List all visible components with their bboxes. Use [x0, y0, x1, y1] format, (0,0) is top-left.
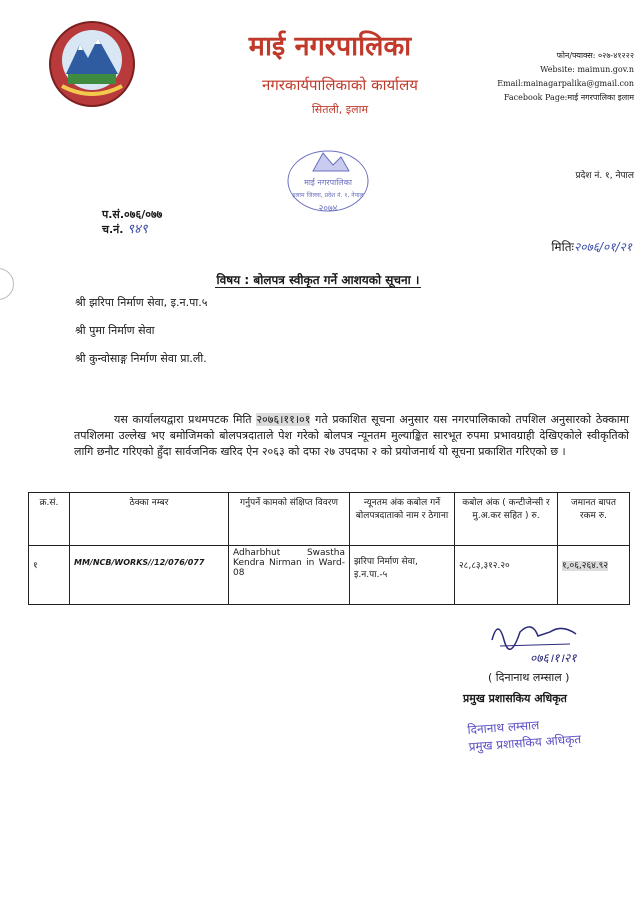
chalani-handwritten-number: ९४९	[127, 222, 148, 237]
col-contract-no: ठेक्का नम्बर	[70, 493, 229, 546]
cell-contract-no: MM/NCB/WORKS//12/076/077	[70, 546, 229, 605]
email-line: Email:mainagarpalika@gmail.con	[497, 79, 634, 88]
notice-body	[74, 412, 629, 460]
body-part2: गते प्रकाशित सूचना अनुसार यस नगरपालिकाको तपशिल अनुसारको ठेक्कामा तपशिलमा उल्लेख भए बमोजिमको बोलपत्रदाताले पेश गरेको बोलपत्र न्यूनतम मुल्याङ्कित सारभूत रुपमा प्रभावग्राही देखिएकोले स्वीकृतिको लागि छनौट गरिएको हुँदा सार्वजनिक खरिद ऐन २०६३ को दफा २७ उपदफा २ को प्रयोजनार्थ यो सूचना प्रकाशित गरिएको छ ।	[74, 413, 630, 458]
office-seal-stamp	[283, 145, 373, 219]
stamp-designation: प्रमुख प्रशासकिय अधिकृत	[468, 732, 582, 754]
phone-line: फोन/फ्याक्स: ०२७-४१२२२	[556, 51, 634, 60]
cell-work: Adharbhut Swastha Kendra Nirman in Ward-08	[229, 546, 350, 605]
handwritten-signature	[480, 610, 620, 672]
office-subtitle: नगरकार्यपालिकाको कार्यालय	[262, 76, 418, 94]
svg-text:इलाम जिल्ला, प्रदेश नं. १, नेप: इलाम जिल्ला, प्रदेश नं. १, नेपाल	[292, 192, 364, 199]
body-part1: यस कार्यालयद्वारा प्रथमपटक मिति	[114, 413, 257, 426]
province-text: प्रदेश नं. १, नेपाल	[575, 171, 634, 181]
addressee-1: श्री झरिपा निर्माण सेवा, इ.न.पा.५	[75, 296, 208, 309]
addressee-2: श्री पुमा निर्माण सेवा	[75, 324, 155, 337]
col-security: जमानत बापत रकम रु.	[558, 493, 630, 546]
cell-security	[558, 546, 630, 605]
contact-block	[497, 49, 634, 105]
letter-date	[551, 238, 632, 255]
addressee-3: श्री कुन्वोसाङ्ग निर्माण सेवा प्रा.ली.	[75, 352, 207, 365]
signatory-designation: प्रमुख प्रशासकिय अधिकृत	[463, 692, 567, 705]
col-bid-amount: कबोल अंक ( कन्टीजेन्सी र मु.अ.कर सहित ) रु.	[455, 493, 558, 546]
body-date: २०७६।११।०१	[256, 413, 311, 426]
svg-text:माई नगरपालिका: माई नगरपालिका	[304, 178, 352, 187]
col-serial: क्र.सं.	[29, 493, 70, 546]
subject-line	[0, 271, 636, 288]
col-work-description: गर्नुपर्ने कामको संक्षिप्त विवरण	[229, 493, 350, 546]
name-stamp	[467, 714, 582, 756]
cell-amount: २८,८३,३१२.२०	[455, 546, 558, 605]
table-row	[29, 546, 630, 605]
security-amount: १,०६,२६४.९२	[562, 561, 609, 571]
subject-text: विषय : बोलपत्र स्वीकृत गर्ने आशयको सूचना ।	[216, 273, 420, 287]
date-label: मितिः	[551, 240, 574, 254]
stamp-name: दिनानाथ लम्साल	[467, 717, 540, 737]
cell-serial: १	[29, 546, 70, 605]
reference-number-block	[102, 207, 162, 237]
nepal-emblem-logo	[48, 20, 136, 108]
signatory-name: ( दिनानाथ लम्साल )	[488, 671, 570, 684]
col-bidder: न्यूनतम अंक कबोल गर्ने बोलपत्रदाताको नाम र ठेगाना	[350, 493, 455, 546]
organization-title: माई नगरपालिका	[248, 31, 412, 62]
date-value: २०७६/०१/२१	[573, 240, 632, 254]
svg-text:०७६।१।२१: ०७६।१।२१	[530, 651, 577, 665]
chalani-number-line	[102, 222, 162, 237]
bid-table	[28, 492, 630, 605]
chalani-label: च.नं.	[102, 223, 124, 236]
office-location: सितली, इलाम	[311, 103, 369, 116]
website-line: Website: maimun.gov.n	[540, 65, 634, 74]
facebook-line: Facebook Page:माई नगरपालिका इलाम	[503, 93, 634, 102]
cell-bidder: झरिपा निर्माण सेवा, इ.न.पा.-५	[350, 546, 455, 605]
patra-sankhya: प.सं.०७६/०७७	[102, 208, 163, 221]
svg-text:२०७४: २०७४	[318, 204, 338, 214]
table-header-row	[29, 493, 630, 546]
